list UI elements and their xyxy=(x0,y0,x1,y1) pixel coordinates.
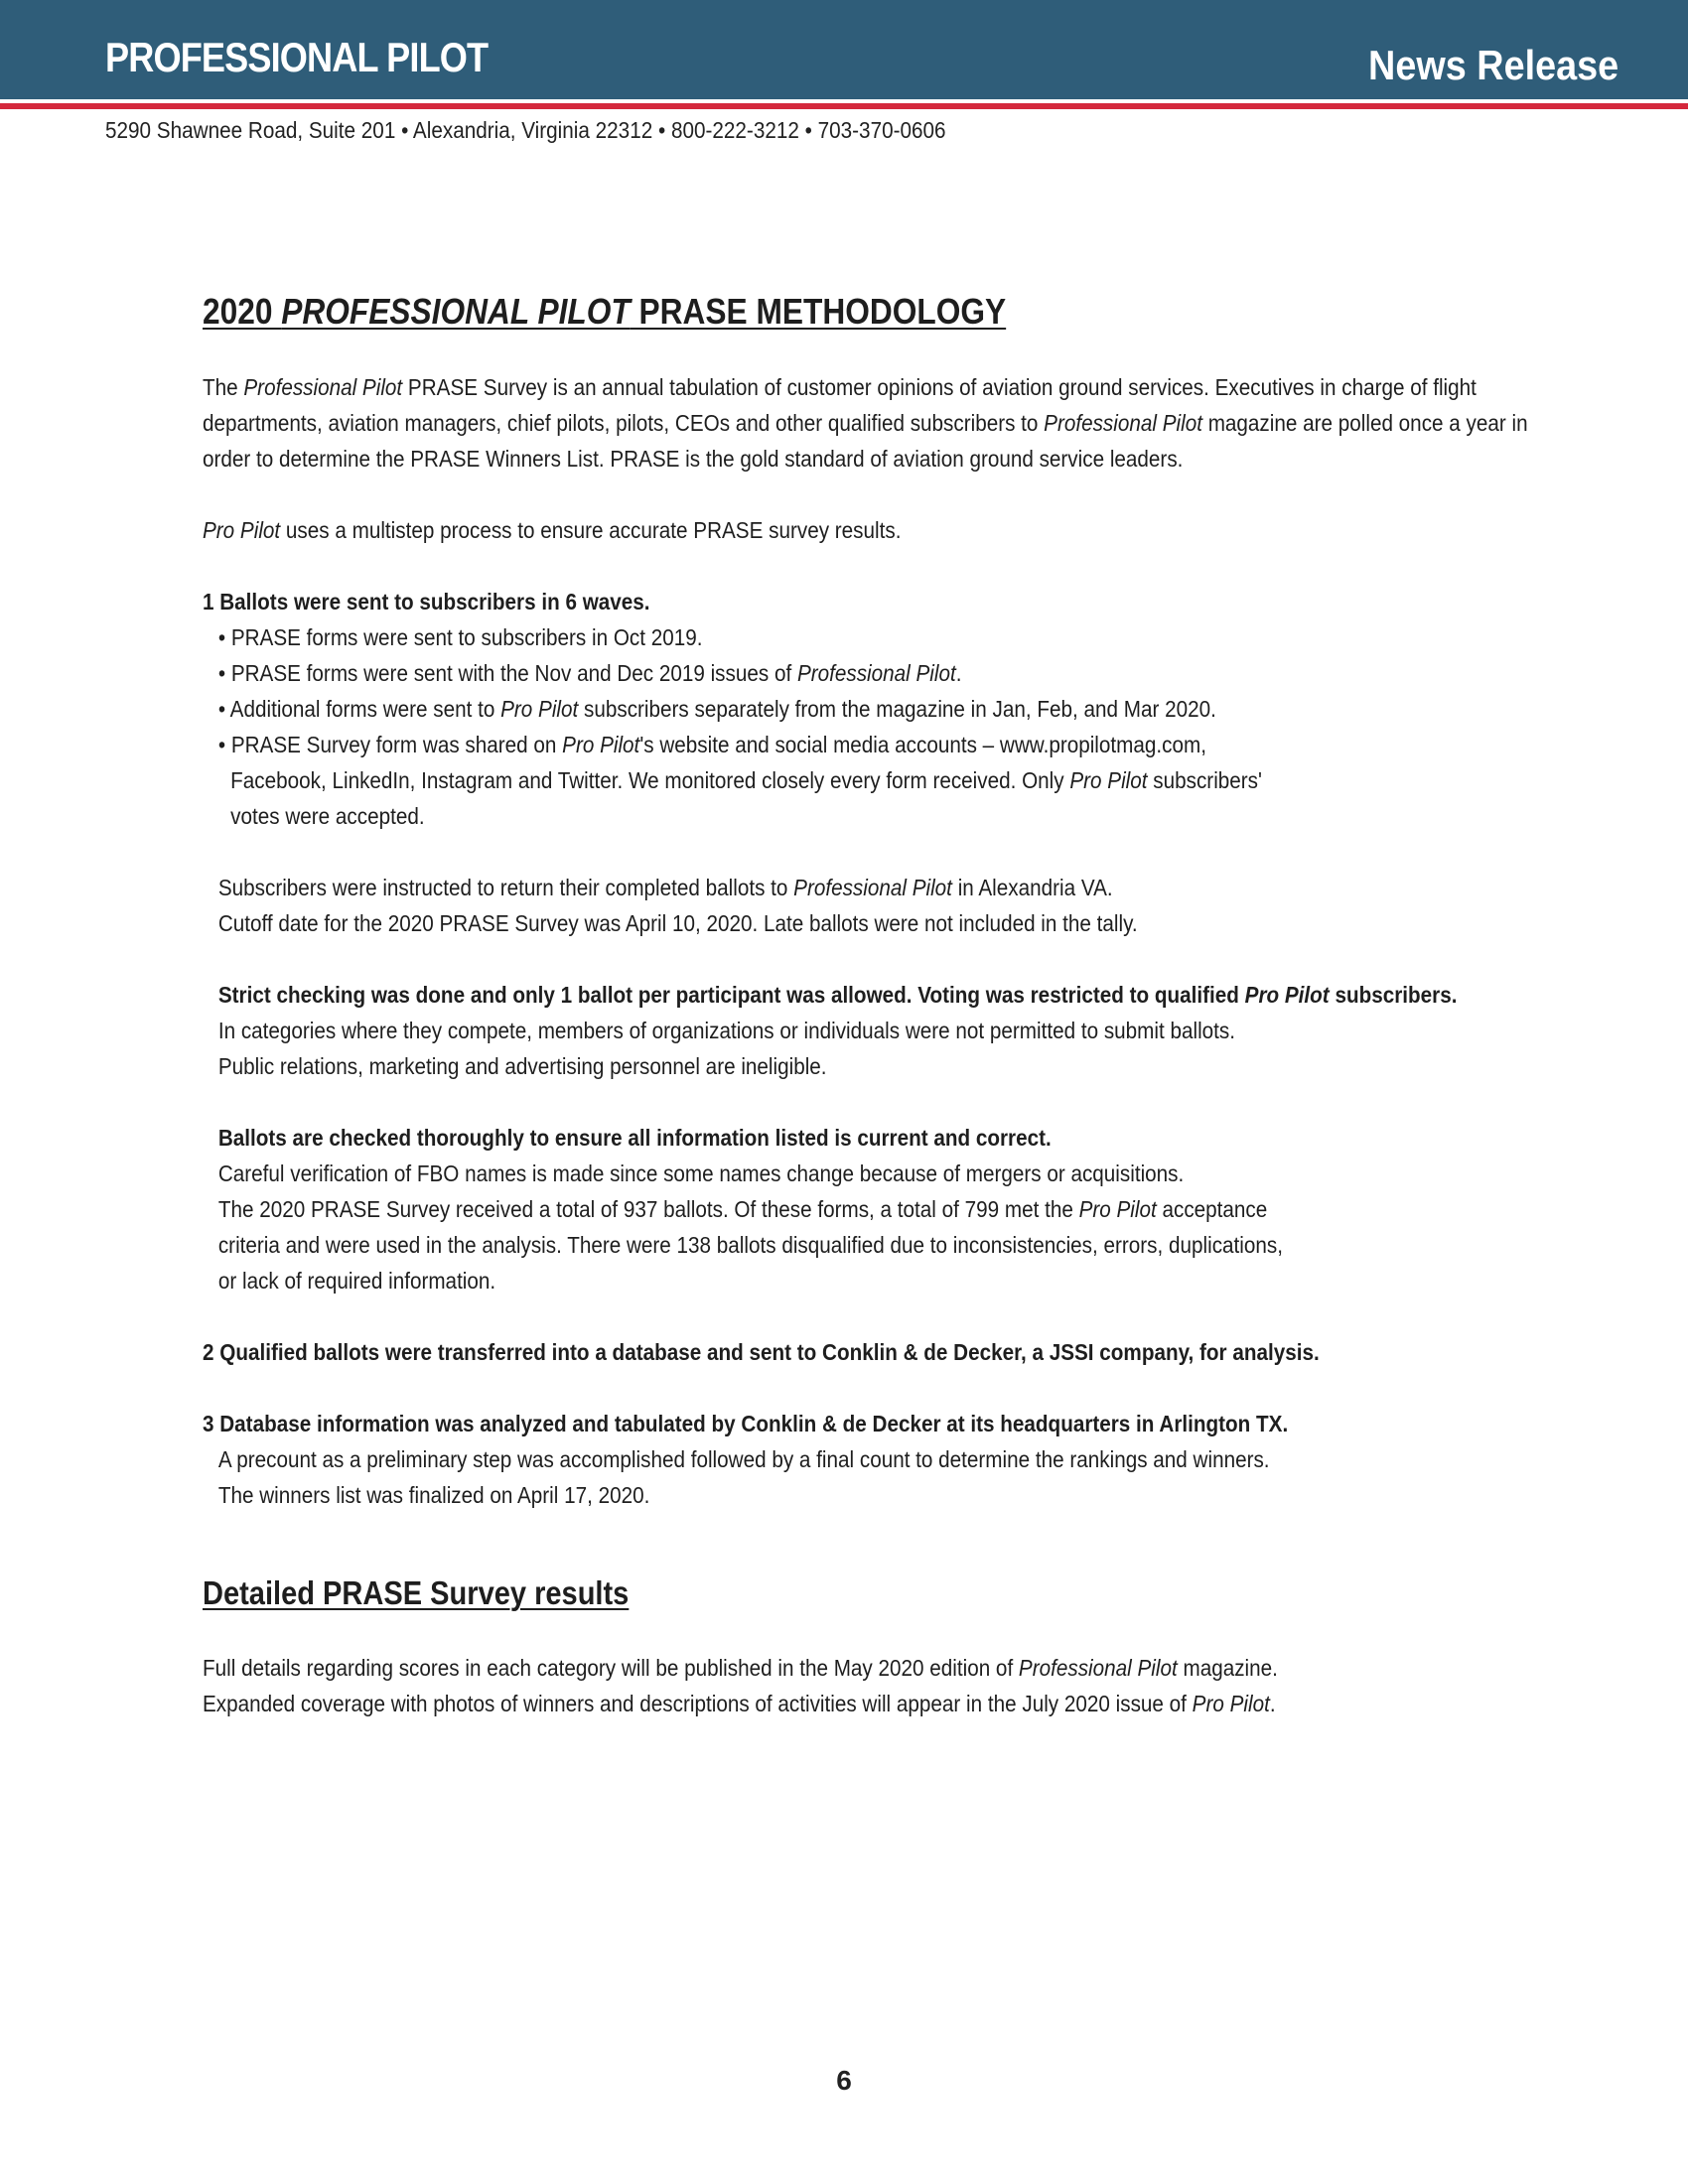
step-1-bullet-3: • Additional forms were sent to Pro Pilot subscribers separately from the magazine in Jan, Feb, and Mar 2020. xyxy=(217,696,1216,722)
strict-checking-line-3: Public relations, marketing and advertising personnel are ineligible. xyxy=(217,1053,827,1079)
step-3-line-1: A precount as a preliminary step was accomplished followed by a final count to determine the rankings and winners. xyxy=(217,1446,1270,1472)
strict-checking-line-2: In categories where they compete, members of organizations or individuals were not permitted to submit ballots. xyxy=(217,1018,1236,1043)
step-2-heading: 2 Qualified ballots were transferred into a database and sent to Conklin & de Decker, a JSSI company, for analysis. xyxy=(203,1339,1320,1365)
ballot-check-line-1: Careful verification of FBO names is made since some names change because of mergers or acquisitions. xyxy=(217,1160,1185,1186)
intro-paragraph: The Professional Pilot PRASE Survey is an annual tabulation of customer opinions of aviation ground services. Executives in charge of flight departments, aviation managers, chief pilots, pilots, CEOs and other qualified subscribers to Professional Pilot magazine are polled once a year in order to determine the PRASE Winners List. PRASE is the gold standard of aviation ground service leaders. xyxy=(203,374,1528,472)
step-1-bullet-4: • PRASE Survey form was shared on Pro Pilot's website and social media accounts – www.propilotmag.com, xyxy=(217,732,1206,757)
results-line-1: Full details regarding scores in each category will be published in the May 2020 edition of Professional Pilot magazine. xyxy=(203,1655,1278,1681)
document-body-inner xyxy=(203,288,1531,1721)
step-3-line-2: The winners list was finalized on April 17, 2020. xyxy=(217,1482,650,1508)
strict-checking-heading: Strict checking was done and only 1 ballot per participant was allowed. Voting was restricted to qualified Pro Pilot subscribers. xyxy=(217,982,1458,1008)
header-rule-red xyxy=(0,103,1688,109)
step-1-bullet-2: • PRASE forms were sent with the Nov and Dec 2019 issues of Professional Pilot. xyxy=(217,660,962,686)
ballot-check-line-4: or lack of required information. xyxy=(217,1268,496,1294)
document-body xyxy=(203,288,1533,1721)
step-3-heading: 3 Database information was analyzed and tabulated by Conklin & de Decker at its headquarters in Arlington TX. xyxy=(203,1411,1289,1436)
news-release-label: News Release xyxy=(1367,42,1618,88)
return-instructions: Subscribers were instructed to return their completed ballots to Professional Pilot in Alexandria VA. xyxy=(217,875,1113,900)
step-1-bullet-1: • PRASE forms were sent to subscribers in Oct 2019. xyxy=(217,624,703,650)
title-magazine: PROFESSIONAL PILOT xyxy=(281,291,631,332)
title-rest: PRASE METHODOLOGY xyxy=(630,291,1007,332)
brand-logo: PROFESSIONAL PILOT xyxy=(105,34,489,80)
process-intro: Pro Pilot uses a multistep process to ensure accurate PRASE survey results. xyxy=(203,517,902,543)
page-title xyxy=(203,288,1531,336)
header-bar xyxy=(0,0,1688,99)
results-heading: Detailed PRASE Survey results xyxy=(203,1574,630,1611)
cutoff-date: Cutoff date for the 2020 PRASE Survey was April 10, 2020. Late ballots were not included in the tally. xyxy=(217,910,1138,936)
contact-address: 5290 Shawnee Road, Suite 201 • Alexandria, Virginia 22312 • 800-222-3212 • 703-370-0606 xyxy=(105,117,946,143)
title-year: 2020 xyxy=(203,291,282,332)
page-number: 6 xyxy=(836,2065,852,2096)
step-1-heading: 1 Ballots were sent to subscribers in 6 waves. xyxy=(203,589,650,614)
ballot-check-line-2: The 2020 PRASE Survey received a total of 937 ballots. Of these forms, a total of 799 met the Pro Pilot acceptance xyxy=(217,1196,1268,1222)
step-1-bullet-4-cont: Facebook, LinkedIn, Instagram and Twitter. We monitored closely every form received. Only Pro Pilot subscribers' xyxy=(230,767,1262,793)
ballot-check-line-3: criteria and were used in the analysis. There were 138 ballots disqualified due to inconsistencies, errors, duplications, xyxy=(217,1232,1283,1258)
step-1-bullet-4-end: votes were accepted. xyxy=(230,803,425,829)
ballot-check-heading: Ballots are checked thoroughly to ensure all information listed is current and correct. xyxy=(217,1125,1052,1151)
results-line-2: Expanded coverage with photos of winners and descriptions of activities will appear in the July 2020 issue of Pro Pilot. xyxy=(203,1691,1276,1716)
